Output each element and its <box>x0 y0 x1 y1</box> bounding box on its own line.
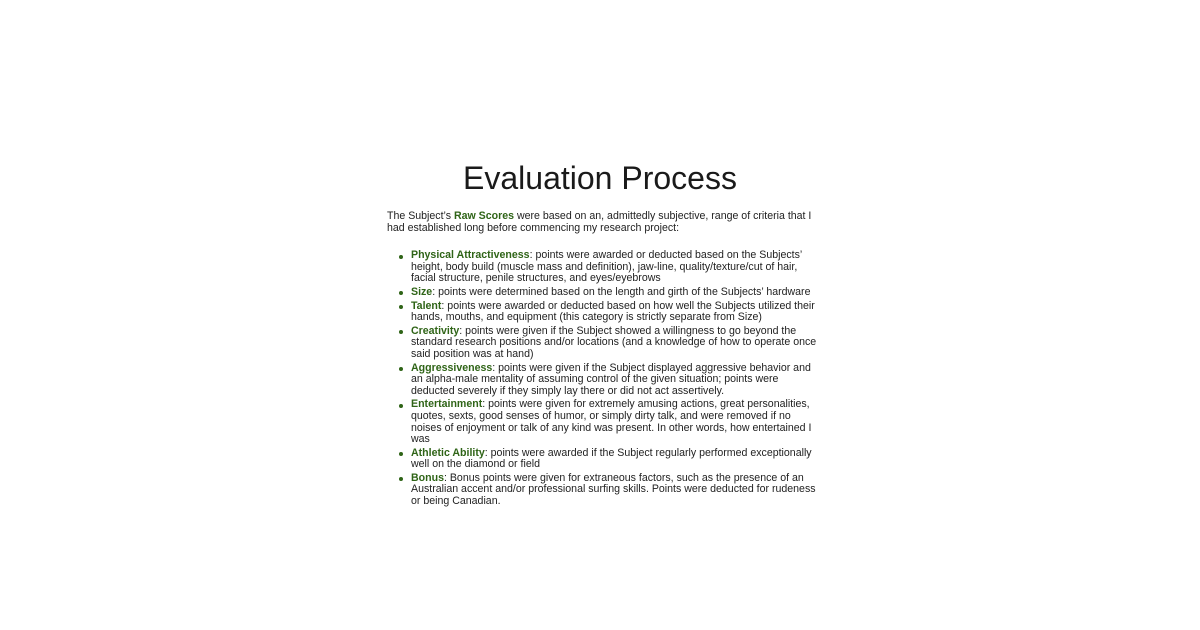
criteria-description: : points were awarded or deducted based on how well the Subjects utilized their hands, mouths, and equipment (this category is strictly separate from Size) <box>411 299 815 324</box>
criteria-term: Physical Attractiveness <box>411 249 530 262</box>
criteria-term: Aggressiveness <box>411 361 493 374</box>
criteria-term: Size <box>411 285 433 298</box>
criteria-description: : points were awarded if the Subject regularly performed exceptionally well on the diamond or field <box>411 446 812 471</box>
bullet-icon <box>399 255 403 259</box>
bullet-icon <box>399 305 403 309</box>
intro-highlight-term: Raw Scores <box>453 210 514 222</box>
page-title: Evaluation Process <box>463 160 737 196</box>
bullet-icon <box>399 452 403 456</box>
criteria-term: Athletic Ability <box>411 446 485 459</box>
criteria-term: Bonus <box>411 471 444 484</box>
criteria-description: : points were given for extremely amusing actions, great personalities, quotes, sexts, good senses of humor, or simply dirty talk, and were removed if no noises of enjoyment or talk of any kind was present. In other words, how entertained I was <box>411 398 812 446</box>
criteria-description: : points were given if the Subject showed a willingness to go beyond the standard research positions and/or locations (and a knowledge of how to operate once said position was at hand) <box>411 324 817 360</box>
criteria-item-athletic-ability <box>411 448 817 471</box>
bullet-icon <box>399 291 403 295</box>
document-page <box>387 158 817 510</box>
criteria-term: Talent <box>411 299 442 312</box>
criteria-item-physical-attractiveness <box>411 250 817 285</box>
criteria-item-size <box>411 287 817 299</box>
criteria-list <box>387 250 817 507</box>
criteria-item-bonus <box>411 473 817 508</box>
bullet-icon <box>399 477 403 481</box>
intro-text-before: The Subject’s <box>387 210 454 222</box>
criteria-term: Entertainment <box>411 398 483 411</box>
criteria-description: : points were determined based on the length and girth of the Subjects’ hardware <box>432 285 811 298</box>
criteria-description: : points were awarded or deducted based on the Subjects’ height, body build (muscle mass and definition), jaw-line, quality/texture/cut of hair, facial structure, penile structures, and eyes/eyebrows <box>411 249 802 285</box>
criteria-item-creativity <box>411 326 817 361</box>
criteria-item-aggressiveness <box>411 363 817 398</box>
intro-text-after: were based on an, admittedly subjective, range of criteria that I had established long before commencing my research project: <box>387 210 812 234</box>
bullet-icon <box>399 330 403 334</box>
bullet-icon <box>399 404 403 408</box>
bullet-icon <box>399 367 403 371</box>
criteria-term: Creativity <box>411 324 460 337</box>
criteria-description: : points were given if the Subject displayed aggressive behavior and an alpha-male mentality of assuming control of the given situation; points were deducted severely if they simply lay there or did not act assertively. <box>411 361 811 397</box>
intro-paragraph <box>387 211 817 234</box>
criteria-item-entertainment <box>411 399 817 445</box>
criteria-description: : Bonus points were given for extraneous factors, such as the presence of an Australian accent and/or professional surfing skills. Points were deducted for rudeness or being Canadian. <box>411 471 816 508</box>
criteria-item-talent <box>411 301 817 324</box>
